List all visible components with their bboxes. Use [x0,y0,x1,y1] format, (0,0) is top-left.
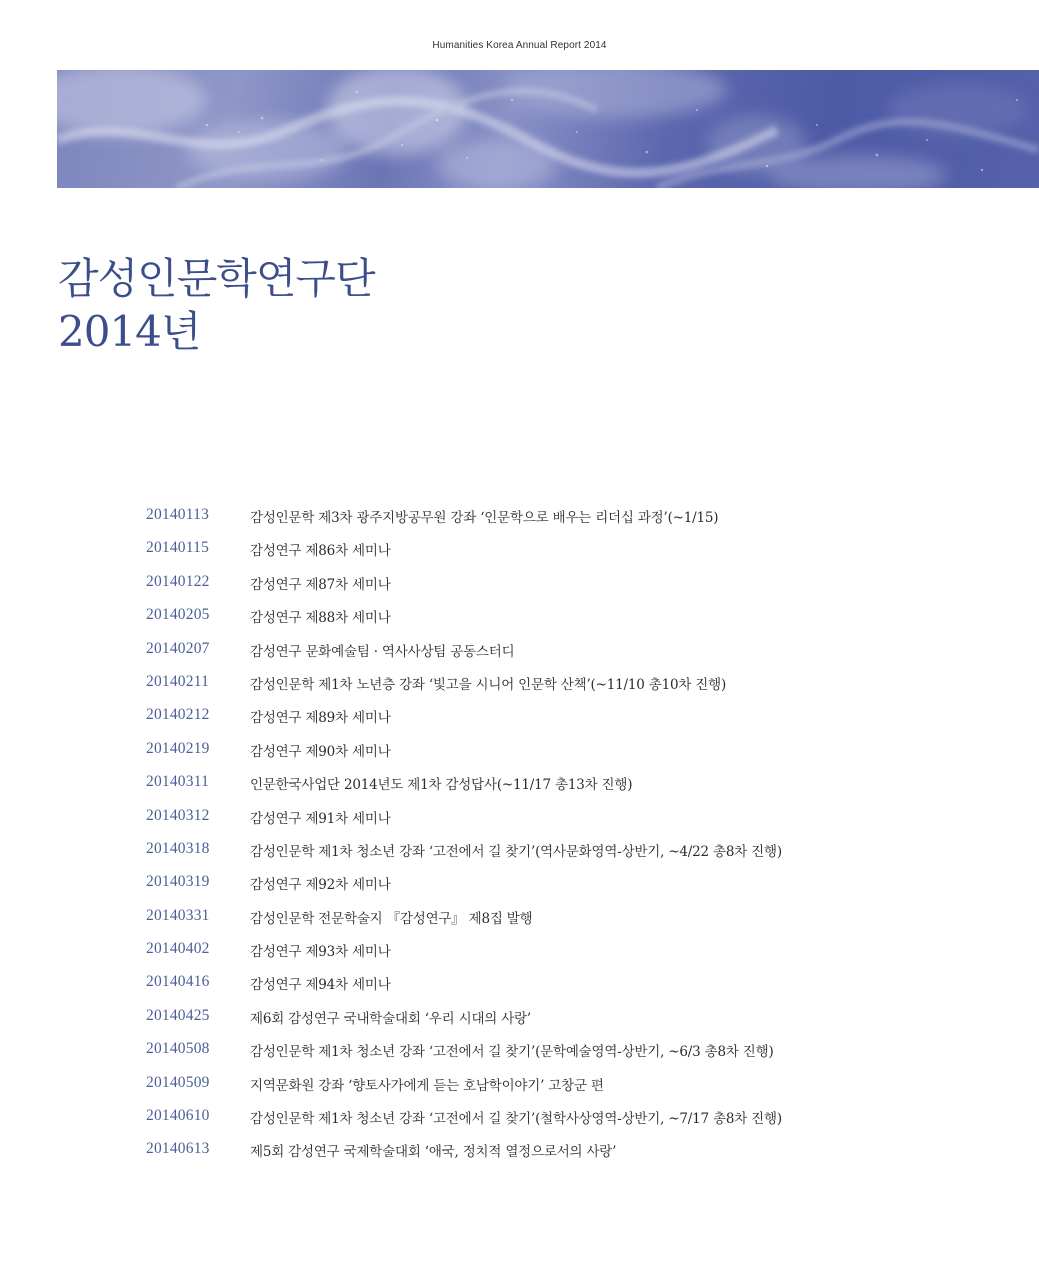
schedule-row [146,940,1026,973]
schedule-description: 감성인문학 제1차 청소년 강좌 ‘고전에서 길 찾기’(철학사상영역-상반기, ~7/17 총8차 진행) [250,1111,782,1128]
page-title-line-1: 감성인문학연구단 [58,254,375,303]
schedule-description: 감성인문학 제1차 청소년 강좌 ‘고전에서 길 찾기’(역사문화영역-상반기, ~4/22 총8차 진행) [250,843,782,860]
schedule-date: 20140319 [146,873,210,891]
schedule-row [146,773,1026,806]
schedule-description: 인문한국사업단 2014년도 제1차 감성답사(~11/17 총13차 진행) [250,777,633,794]
schedule-date: 20140331 [146,906,210,924]
schedule-row [146,873,1026,906]
schedule-description: 제5회 감성연구 국제학술대회 ‘애국, 정치적 열정으로서의 사랑’ [250,1144,617,1161]
schedule-row [146,973,1026,1006]
schedule-row [146,1007,1026,1040]
schedule-row [146,840,1026,873]
schedule-date: 20140508 [146,1040,210,1058]
schedule-row [146,640,1026,673]
schedule-date: 20140122 [146,572,210,590]
schedule-description: 감성인문학 전문학술지 『감성연구』 제8집 발행 [250,910,533,927]
schedule-date: 20140115 [146,539,210,557]
schedule-description: 감성연구 제92차 세미나 [250,877,391,894]
schedule-row [146,1140,1026,1173]
page-title-line-2: 2014년 [58,307,201,356]
schedule-date: 20140509 [146,1073,210,1091]
schedule-row [146,807,1026,840]
schedule-description: 제6회 감성연구 국내학술대회 ‘우리 시대의 사랑’ [250,1010,532,1027]
banner-texture [57,70,1039,188]
schedule-date: 20140425 [146,1006,210,1024]
schedule-date: 20140205 [146,606,210,624]
header-banner-image [57,70,1039,188]
schedule-row [146,673,1026,706]
schedule-description: 감성인문학 제1차 청소년 강좌 ‘고전에서 길 찾기’(문학예술영역-상반기, ~6/3 총8차 진행) [250,1044,774,1061]
schedule-date: 20140318 [146,839,210,857]
schedule-row [146,1107,1026,1140]
schedule-description: 감성연구 제94차 세미나 [250,977,391,994]
schedule-description: 감성연구 제87차 세미나 [250,576,391,593]
schedule-date: 20140610 [146,1107,210,1125]
schedule-row [146,740,1026,773]
schedule-description: 감성연구 제88차 세미나 [250,610,391,627]
schedule-date: 20140311 [146,773,210,791]
schedule-description: 감성연구 문화예술팀 · 역사사상팀 공동스터디 [250,643,515,660]
schedule-row [146,539,1026,572]
event-schedule-list [146,506,1026,1174]
schedule-description: 감성연구 제93차 세미나 [250,944,391,961]
schedule-description: 감성인문학 제1차 노년층 강좌 ‘빛고을 시니어 인문학 산책’(~11/10 총10차 진행) [250,676,727,693]
schedule-description: 감성연구 제91차 세미나 [250,810,391,827]
schedule-date: 20140416 [146,973,210,991]
schedule-date: 20140312 [146,806,210,824]
schedule-row [146,606,1026,639]
schedule-row [146,706,1026,739]
schedule-date: 20140113 [146,506,210,523]
schedule-description: 감성연구 제86차 세미나 [250,543,391,560]
schedule-description: 감성연구 제90차 세미나 [250,743,391,760]
schedule-date: 20140402 [146,940,210,958]
schedule-description: 감성인문학 제3차 광주지방공무원 강좌 ‘인문학으로 배우는 리더십 과정’(~1/15) [250,510,719,526]
schedule-date: 20140212 [146,706,210,724]
schedule-date: 20140211 [146,672,210,690]
schedule-description: 감성연구 제89차 세미나 [250,710,391,727]
schedule-date: 20140207 [146,639,210,657]
schedule-date: 20140219 [146,739,210,757]
schedule-description: 지역문화원 강좌 ‘향토사가에게 듣는 호남학이야기’ 고창군 편 [250,1077,604,1094]
schedule-row [146,573,1026,606]
schedule-row [146,907,1026,940]
schedule-row [146,506,1026,539]
running-header: Humanities Korea Annual Report 2014 [432,40,607,51]
page-title [58,252,375,358]
schedule-row [146,1040,1026,1073]
schedule-date: 20140613 [146,1140,210,1158]
schedule-row [146,1074,1026,1107]
